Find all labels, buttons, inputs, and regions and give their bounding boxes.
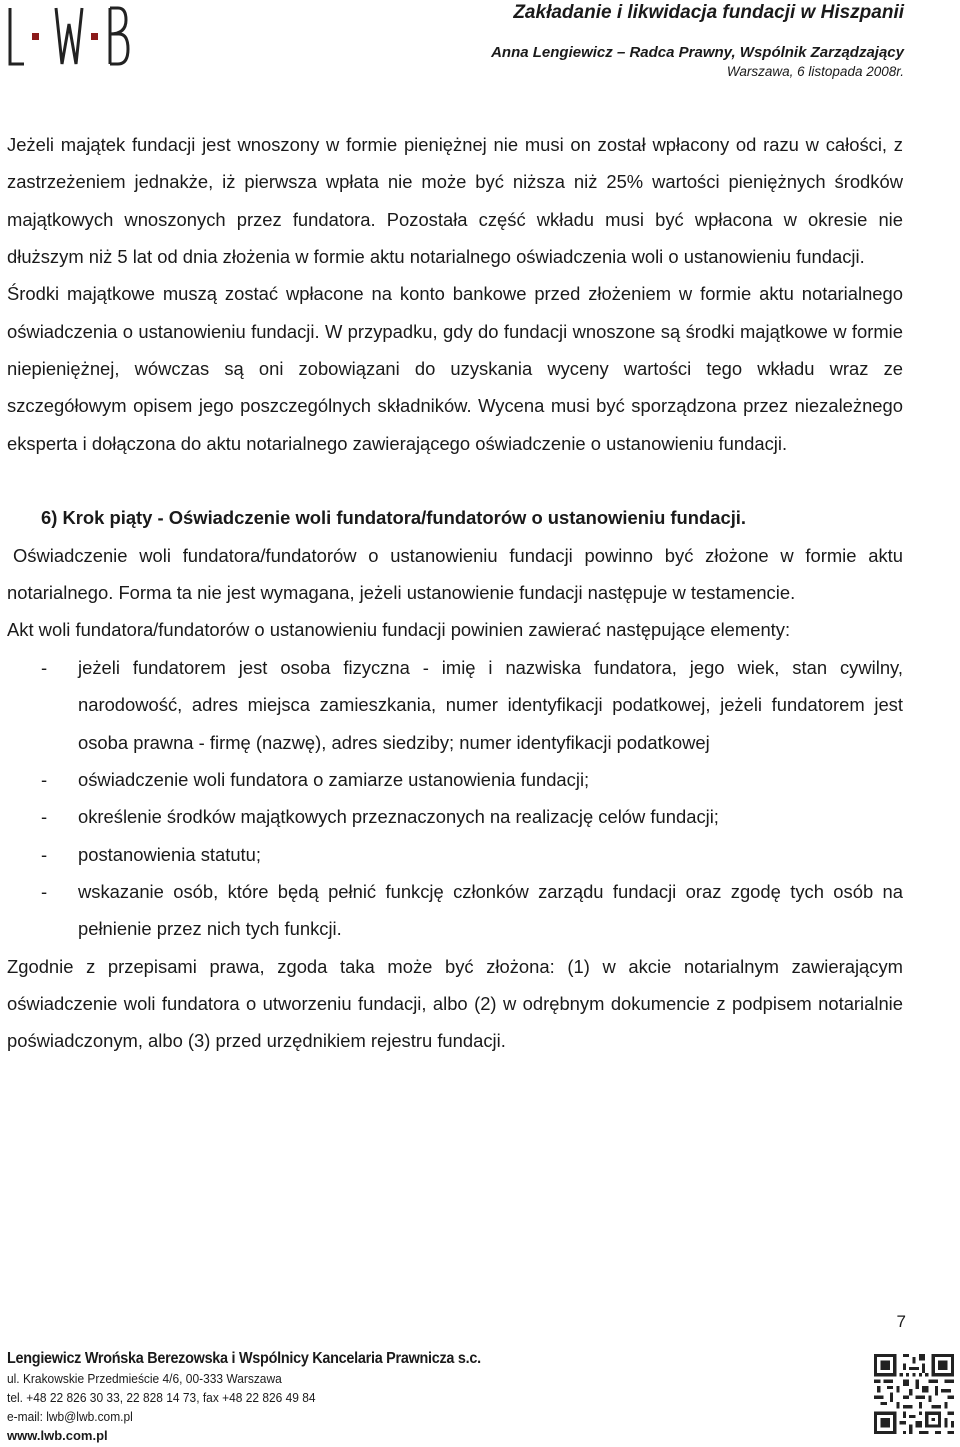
list-dash: - xyxy=(41,768,48,790)
paragraph: Jeżeli majątek fundacji jest wnoszony w formie pieniężnej nie musi on został wpłacony od razu w całości, z zastrzeżeniem jednakże, iż pierwsza wpłata nie może być niższa niż 25% wartości pieniężnych środków majątkowych wnoszonych przez fundatora. Pozostała część wkładu musi być wpłacona w okresie nie dłuższym niż 5 lat od dnia złożenia w formie aktu notarialnego oświadczenia woli o ustanowieniu fundacji. xyxy=(7,134,903,268)
spacer xyxy=(7,462,903,499)
qr-code-icon xyxy=(874,1354,954,1434)
document-body xyxy=(7,126,903,1060)
list-dash: - xyxy=(41,656,48,678)
footer-firm-name: Lengiewicz Wrońska Berezowska i Wspólnicy Kancelaria Prawnicza s.c. xyxy=(7,1350,481,1367)
list-item xyxy=(7,649,903,761)
list-item xyxy=(7,798,903,835)
footer-website[interactable]: www.lwb.com.pl xyxy=(7,1428,108,1443)
list-item xyxy=(7,761,903,798)
list-item xyxy=(7,836,903,873)
footer-phone: tel. +48 22 826 30 33, 22 828 14 73, fax +48 22 826 49 84 xyxy=(7,1390,316,1405)
footer-email[interactable]: e-mail: lwb@lwb.com.pl xyxy=(7,1409,133,1424)
paragraph: Oświadczenie woli fundatora/fundatorów o ustanowieniu fundacji powinno być złożone w formie aktu notarialnego. Forma ta nie jest wymagana, jeżeli ustanowienie fundacji następuje w testamencie. xyxy=(7,544,903,604)
footer xyxy=(7,1349,533,1445)
section-heading: 6) Krok piąty - Oświadczenie woli fundatora/fundatorów o ustanowieniu fundacji. xyxy=(41,507,747,529)
list-item-text: określenie środków majątkowych przeznaczonych na realizację celów fundacji; xyxy=(78,806,719,828)
paragraph: Akt woli fundatora/fundatorów o ustanowieniu fundacji powinien zawierać następujące elementy: xyxy=(7,619,791,641)
list-item-text: wskazanie osób, które będą pełnić funkcję członków zarządu fundacji oraz zgodę tych osób na pełnienie przez nich tych funkcji. xyxy=(78,880,903,940)
document-date: Warszawa, 6 listopada 2008r. xyxy=(726,64,904,79)
list-dash: - xyxy=(41,843,48,865)
list-dash: - xyxy=(41,806,48,828)
list-item-text: jeżeli fundatorem jest osoba fizyczna - imię i nazwiska fundatora, jego wiek, stan cywilny, narodowość, adres miejsca zamieszkania, numer identyfikacji podatkowej, jeżeli fundatorem jest osoba prawna - firmę (nazwę), adres siedziby; numer identyfikacji podatkowej xyxy=(78,656,903,753)
paragraph: Środki majątkowe muszą zostać wpłacone na konto bankowe przed złożeniem w formie aktu notarialnego oświadczenia o ustanowieniu fundacji. W przypadku, gdy do fundacji wnoszone są środki majątkowe w formie niepieniężnej, wówczas są oni zobowiązani do uzyskania wyceny wartości tego wkładu wraz ze szczegółowym opisem jego poszczególnych składników. Wycena musi być sporządzona przez niezależnego eksperta i dołączona do aktu notarialnego zawierającego oświadczenie o ustanowieniu fundacji. xyxy=(7,283,903,454)
page-number: 7 xyxy=(896,1312,906,1331)
list-dash: - xyxy=(41,880,48,902)
footer-address: ul. Krakowskie Przedmieście 4/6, 00-333 Warszawa xyxy=(7,1371,282,1386)
lwb-logo-icon xyxy=(2,4,132,70)
document-author: Anna Lengiewicz – Radca Prawny, Wspólnik Zarządzający xyxy=(491,44,904,61)
document-title: Zakładanie i likwidacja fundacji w Hiszpanii xyxy=(513,2,904,23)
elements-list xyxy=(7,649,903,948)
paragraph: Zgodnie z przepisami prawa, zgoda taka może być złożona: (1) w akcie notarialnym zawierającym oświadczenie woli fundatora o utworzeniu fundacji, albo (2) w odrębnym dokumencie z podpisem notarialnie poświadczonym, albo (3) przed urzędnikiem rejestru fundacji. xyxy=(7,955,903,1052)
list-item-text: oświadczenie woli fundatora o zamiarze ustanowienia fundacji; xyxy=(78,768,590,790)
list-item xyxy=(7,873,903,948)
list-item-text: postanowienia statutu; xyxy=(78,843,262,865)
